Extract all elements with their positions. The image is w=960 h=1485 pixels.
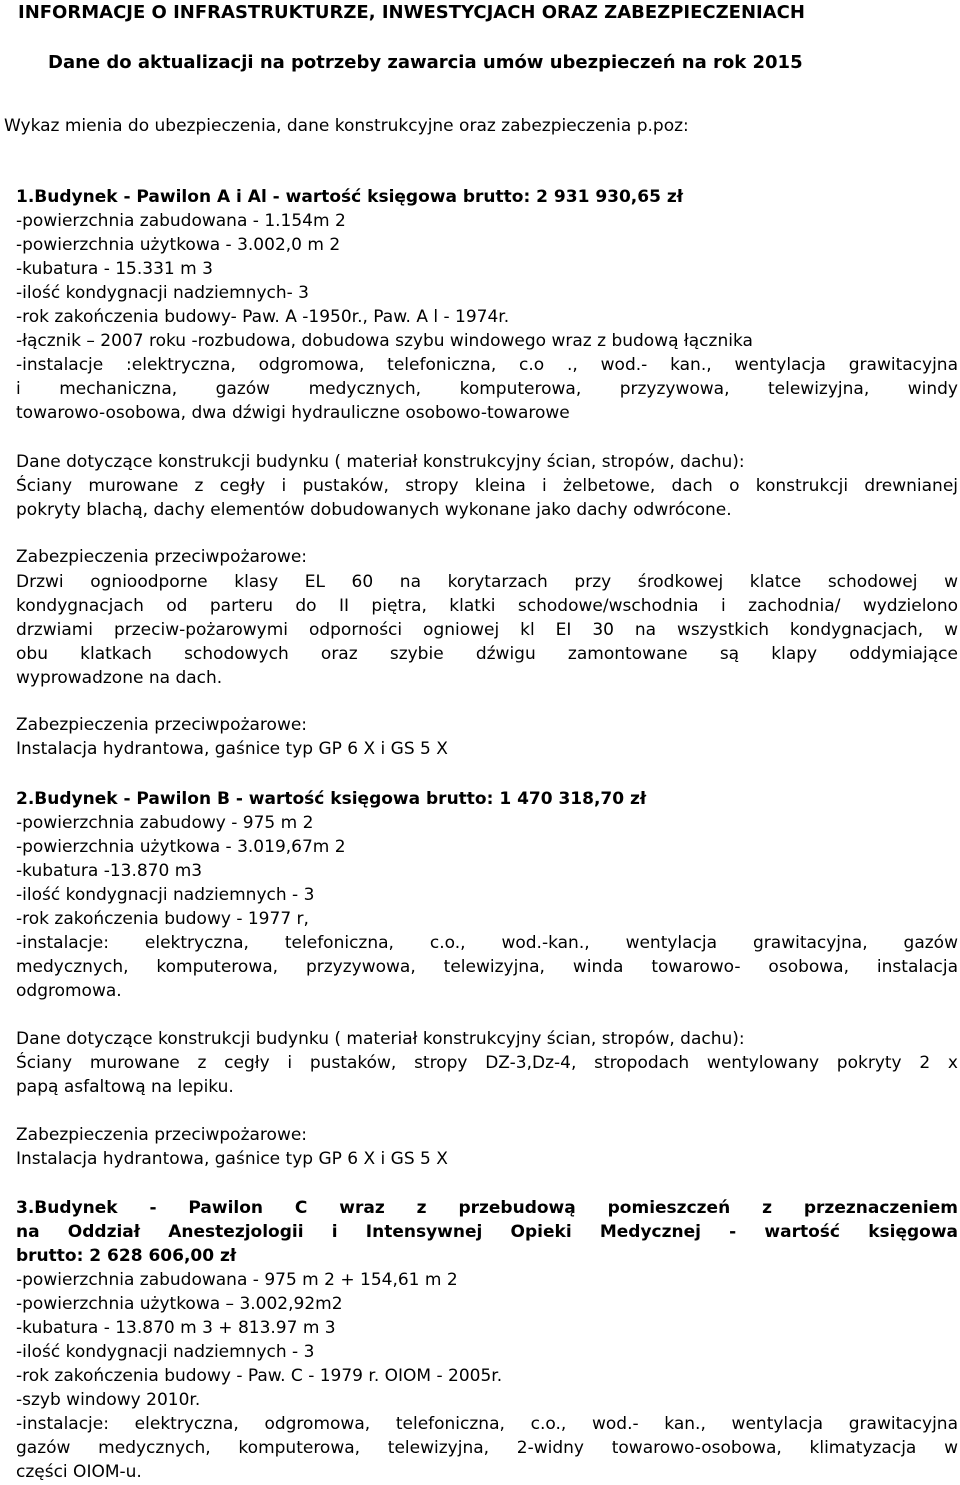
fire-protection-heading: Zabezpieczenia przeciwpożarowe:: [16, 547, 308, 567]
construction-line: Ściany murowane z cegły i pustaków, stropy kleina i żelbetowe, dach o konstrukcji drewnianej: [16, 476, 958, 496]
document-subtitle: Dane do aktualizacji na potrzeby zawarcia umów ubezpieczeń na rok 2015: [48, 52, 803, 73]
building-1-line: -instalacje :elektryczna, odgromowa, telefoniczna, c.o ., wod.- kan., wentylacja grawitacyjna: [16, 355, 958, 375]
fire-protection-line: Instalacja hydrantowa, gaśnice typ GP 6 X i GS 5 X: [16, 1149, 448, 1169]
building-3-heading: na Oddział Anestezjologii i Intensywnej Opieki Medycznej - wartość księgowa: [16, 1222, 958, 1242]
construction-heading: Dane dotyczące konstrukcji budynku ( materiał konstrukcyjny ścian, stropów, dachu):: [16, 1029, 745, 1049]
building-3-line: -szyb windowy 2010r.: [16, 1390, 201, 1410]
building-1-line: towarowo-osobowa, dwa dźwigi hydrauliczne osobowo-towarowe: [16, 403, 570, 423]
building-3-line: -powierzchnia zabudowana - 975 m 2 + 154,61 m 2: [16, 1270, 458, 1290]
fire-protection-line: obu klatkach schodowych oraz szybie dźwigu zamontowane są klapy oddymiające: [16, 644, 958, 664]
building-1-heading: 1.Budynek - Pawilon A i Al - wartość księgowa brutto: 2 931 930,65 zł: [16, 187, 684, 207]
building-2-line: -ilość kondygnacji nadziemnych - 3: [16, 885, 315, 905]
fire-protection-line: Instalacja hydrantowa, gaśnice typ GP 6 X i GS 5 X: [16, 739, 448, 759]
building-2-line: -rok zakończenia budowy - 1977 r,: [16, 909, 309, 929]
fire-protection-line: kondygnacjach od parteru do II piętra, klatki schodowe/wschodnia i zachodnia/ wydzielono: [16, 596, 958, 616]
building-3-line: -powierzchnia użytkowa – 3.002,92m2: [16, 1294, 343, 1314]
building-3-line: części OIOM-u.: [16, 1462, 142, 1482]
building-3-line: -ilość kondygnacji nadziemnych - 3: [16, 1342, 315, 1362]
building-3-heading: 3.Budynek - Pawilon C wraz z przebudową pomieszczeń z przeznaczeniem: [16, 1198, 958, 1218]
building-2-line: -instalacje: elektryczna, telefoniczna, c.o., wod.-kan., wentylacja grawitacyjna, gazów: [16, 933, 958, 953]
building-2-line: -powierzchnia użytkowa - 3.019,67m 2: [16, 837, 346, 857]
building-3-line: -instalacje: elektryczna, odgromowa, telefoniczna, c.o., wod.- kan., wentylacja grawitacyjna: [16, 1414, 958, 1434]
construction-line: pokryty blachą, dachy elementów dobudowanych wykonane jako dachy odwrócone.: [16, 500, 732, 520]
construction-line: Ściany murowane z cegły i pustaków, stropy DZ-3,Dz-4, stropodach wentylowany pokryty 2 x: [16, 1053, 958, 1073]
building-2-heading: 2.Budynek - Pawilon B - wartość księgowa brutto: 1 470 318,70 zł: [16, 789, 647, 809]
building-1-line: -ilość kondygnacji nadziemnych- 3: [16, 283, 309, 303]
fire-protection-line: wyprowadzone na dach.: [16, 668, 223, 688]
building-3-heading: brutto: 2 628 606,00 zł: [16, 1246, 237, 1266]
fire-protection-line: drzwiami przeciw-pożarowymi odporności ogniowej kl EI 30 na wszystkich kondygnacjach, w: [16, 620, 958, 640]
construction-line: papą asfaltową na lepiku.: [16, 1077, 234, 1097]
fire-protection-line: Drzwi ognioodporne klasy EL 60 na korytarzach przy środkowej klatce schodowej w: [16, 572, 958, 592]
building-2-line: -kubatura -13.870 m3: [16, 861, 203, 881]
construction-heading: Dane dotyczące konstrukcji budynku ( materiał konstrukcyjny ścian, stropów, dachu):: [16, 452, 745, 472]
building-2-line: -powierzchnia zabudowy - 975 m 2: [16, 813, 314, 833]
fire-protection-heading: Zabezpieczenia przeciwpożarowe:: [16, 1125, 308, 1145]
building-3-line: -rok zakończenia budowy - Paw. C - 1979 r. OIOM - 2005r.: [16, 1366, 503, 1386]
building-1-line: -kubatura - 15.331 m 3: [16, 259, 213, 279]
building-1-line: -powierzchnia użytkowa - 3.002,0 m 2: [16, 235, 341, 255]
intro-line: Wykaz mienia do ubezpieczenia, dane konstrukcyjne oraz zabezpieczenia p.poz:: [4, 116, 689, 136]
building-1-line: i mechaniczna, gazów medycznych, komputerowa, przyzywowa, telewizyjna, windy: [16, 379, 958, 399]
building-2-line: medycznych, komputerowa, przyzywowa, telewizyjna, winda towarowo- osobowa, instalacja: [16, 957, 958, 977]
building-2-line: odgromowa.: [16, 981, 122, 1001]
building-1-line: -rok zakończenia budowy- Paw. A -1950r., Paw. A l - 1974r.: [16, 307, 510, 327]
building-3-line: -kubatura - 13.870 m 3 + 813.97 m 3: [16, 1318, 336, 1338]
building-1-line: -powierzchnia zabudowana - 1.154m 2: [16, 211, 346, 231]
document-title: INFORMACJE O INFRASTRUKTURZE, INWESTYCJACH ORAZ ZABEZPIECZENIACH: [18, 2, 805, 23]
fire-protection-heading: Zabezpieczenia przeciwpożarowe:: [16, 715, 308, 735]
building-1-line: -łącznik – 2007 roku -rozbudowa, dobudowa szybu windowego wraz z budową łącznika: [16, 331, 753, 351]
building-3-line: gazów medycznych, komputerowa, telewizyjna, 2-widny towarowo-osobowa, klimatyzacja w: [16, 1438, 958, 1458]
